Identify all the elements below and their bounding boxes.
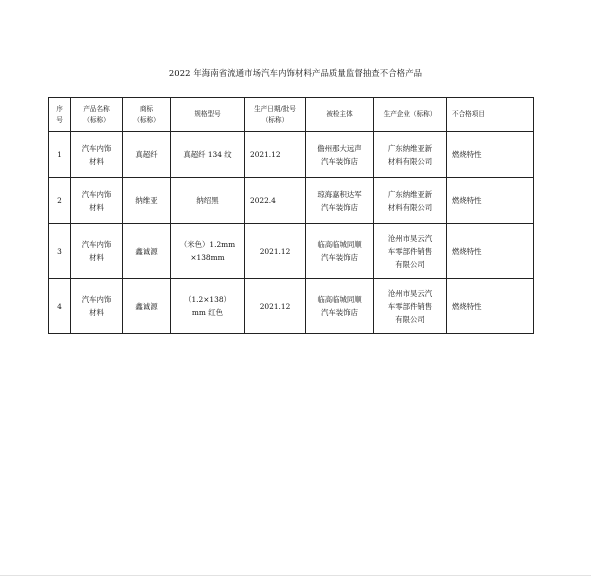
cell-no: 4 (49, 279, 71, 334)
header-manufacturer: 生产企业（标称） (374, 98, 447, 132)
cell-inspected-entity: 临高临城同顺 汽车装饰店 (306, 279, 374, 334)
cell-brand: 鑫诚源 (123, 224, 171, 279)
header-failed-items: 不合格项目 (447, 98, 534, 132)
table-row (49, 132, 534, 178)
header-no: 序 号 (49, 98, 71, 132)
header-model: 规格型号 (171, 98, 245, 132)
cell-brand: 鑫诚源 (123, 279, 171, 334)
table-header-row (49, 98, 534, 132)
cell-inspected-entity: 儋州那大远声 汽车装饰店 (306, 132, 374, 178)
header-brand: 商标 （标称） (123, 98, 171, 132)
cell-production-date: 2021.12 (245, 279, 306, 334)
cell-manufacturer: 广东纳维亚新 材料有限公司 (374, 178, 447, 224)
cell-failed-items: 燃烧特性 (447, 224, 534, 279)
cell-manufacturer: 沧州市昊云汽 车零部件销售 有限公司 (374, 279, 447, 334)
cell-brand: 纳维亚 (123, 178, 171, 224)
table-row (49, 279, 534, 334)
cell-product-name: 汽车内饰 材料 (71, 178, 123, 224)
cell-failed-items: 燃烧特性 (447, 178, 534, 224)
cell-no: 1 (49, 132, 71, 178)
cell-failed-items: 燃烧特性 (447, 132, 534, 178)
cell-brand: 真超纤 (123, 132, 171, 178)
cell-model: （1.2×138） mm 红色 (171, 279, 245, 334)
header-product-name: 产品名称 （标称） (71, 98, 123, 132)
cell-product-name: 汽车内饰 材料 (71, 132, 123, 178)
cell-no: 2 (49, 178, 71, 224)
unqualified-products-table (48, 97, 534, 334)
cell-production-date: 2022.4 (245, 178, 306, 224)
cell-failed-items: 燃烧特性 (447, 279, 534, 334)
cell-production-date: 2021.12 (245, 224, 306, 279)
cell-model: （米色）1.2mm ×138mm (171, 224, 245, 279)
cell-product-name: 汽车内饰 材料 (71, 279, 123, 334)
cell-model: 纳绍黑 (171, 178, 245, 224)
header-production-date: 生产日期/批号 （标称） (245, 98, 306, 132)
cell-product-name: 汽车内饰 材料 (71, 224, 123, 279)
table-row (49, 224, 534, 279)
cell-production-date: 2021.12 (245, 132, 306, 178)
cell-model: 真超纤 134 纹 (171, 132, 245, 178)
cell-manufacturer: 沧州市昊云汽 车零部件销售 有限公司 (374, 224, 447, 279)
header-inspected-entity: 被检主体 (306, 98, 374, 132)
document-title: 2022 年海南省流通市场汽车内饰材料产品质量监督抽查不合格产品 (168, 68, 423, 78)
cell-inspected-entity: 琼海嘉积达军 汽车装饰店 (306, 178, 374, 224)
table-row (49, 178, 534, 224)
cell-manufacturer: 广东纳维亚新 材料有限公司 (374, 132, 447, 178)
page-bottom-edge (0, 575, 591, 576)
cell-inspected-entity: 临高临城同顺 汽车装饰店 (306, 224, 374, 279)
cell-no: 3 (49, 224, 71, 279)
